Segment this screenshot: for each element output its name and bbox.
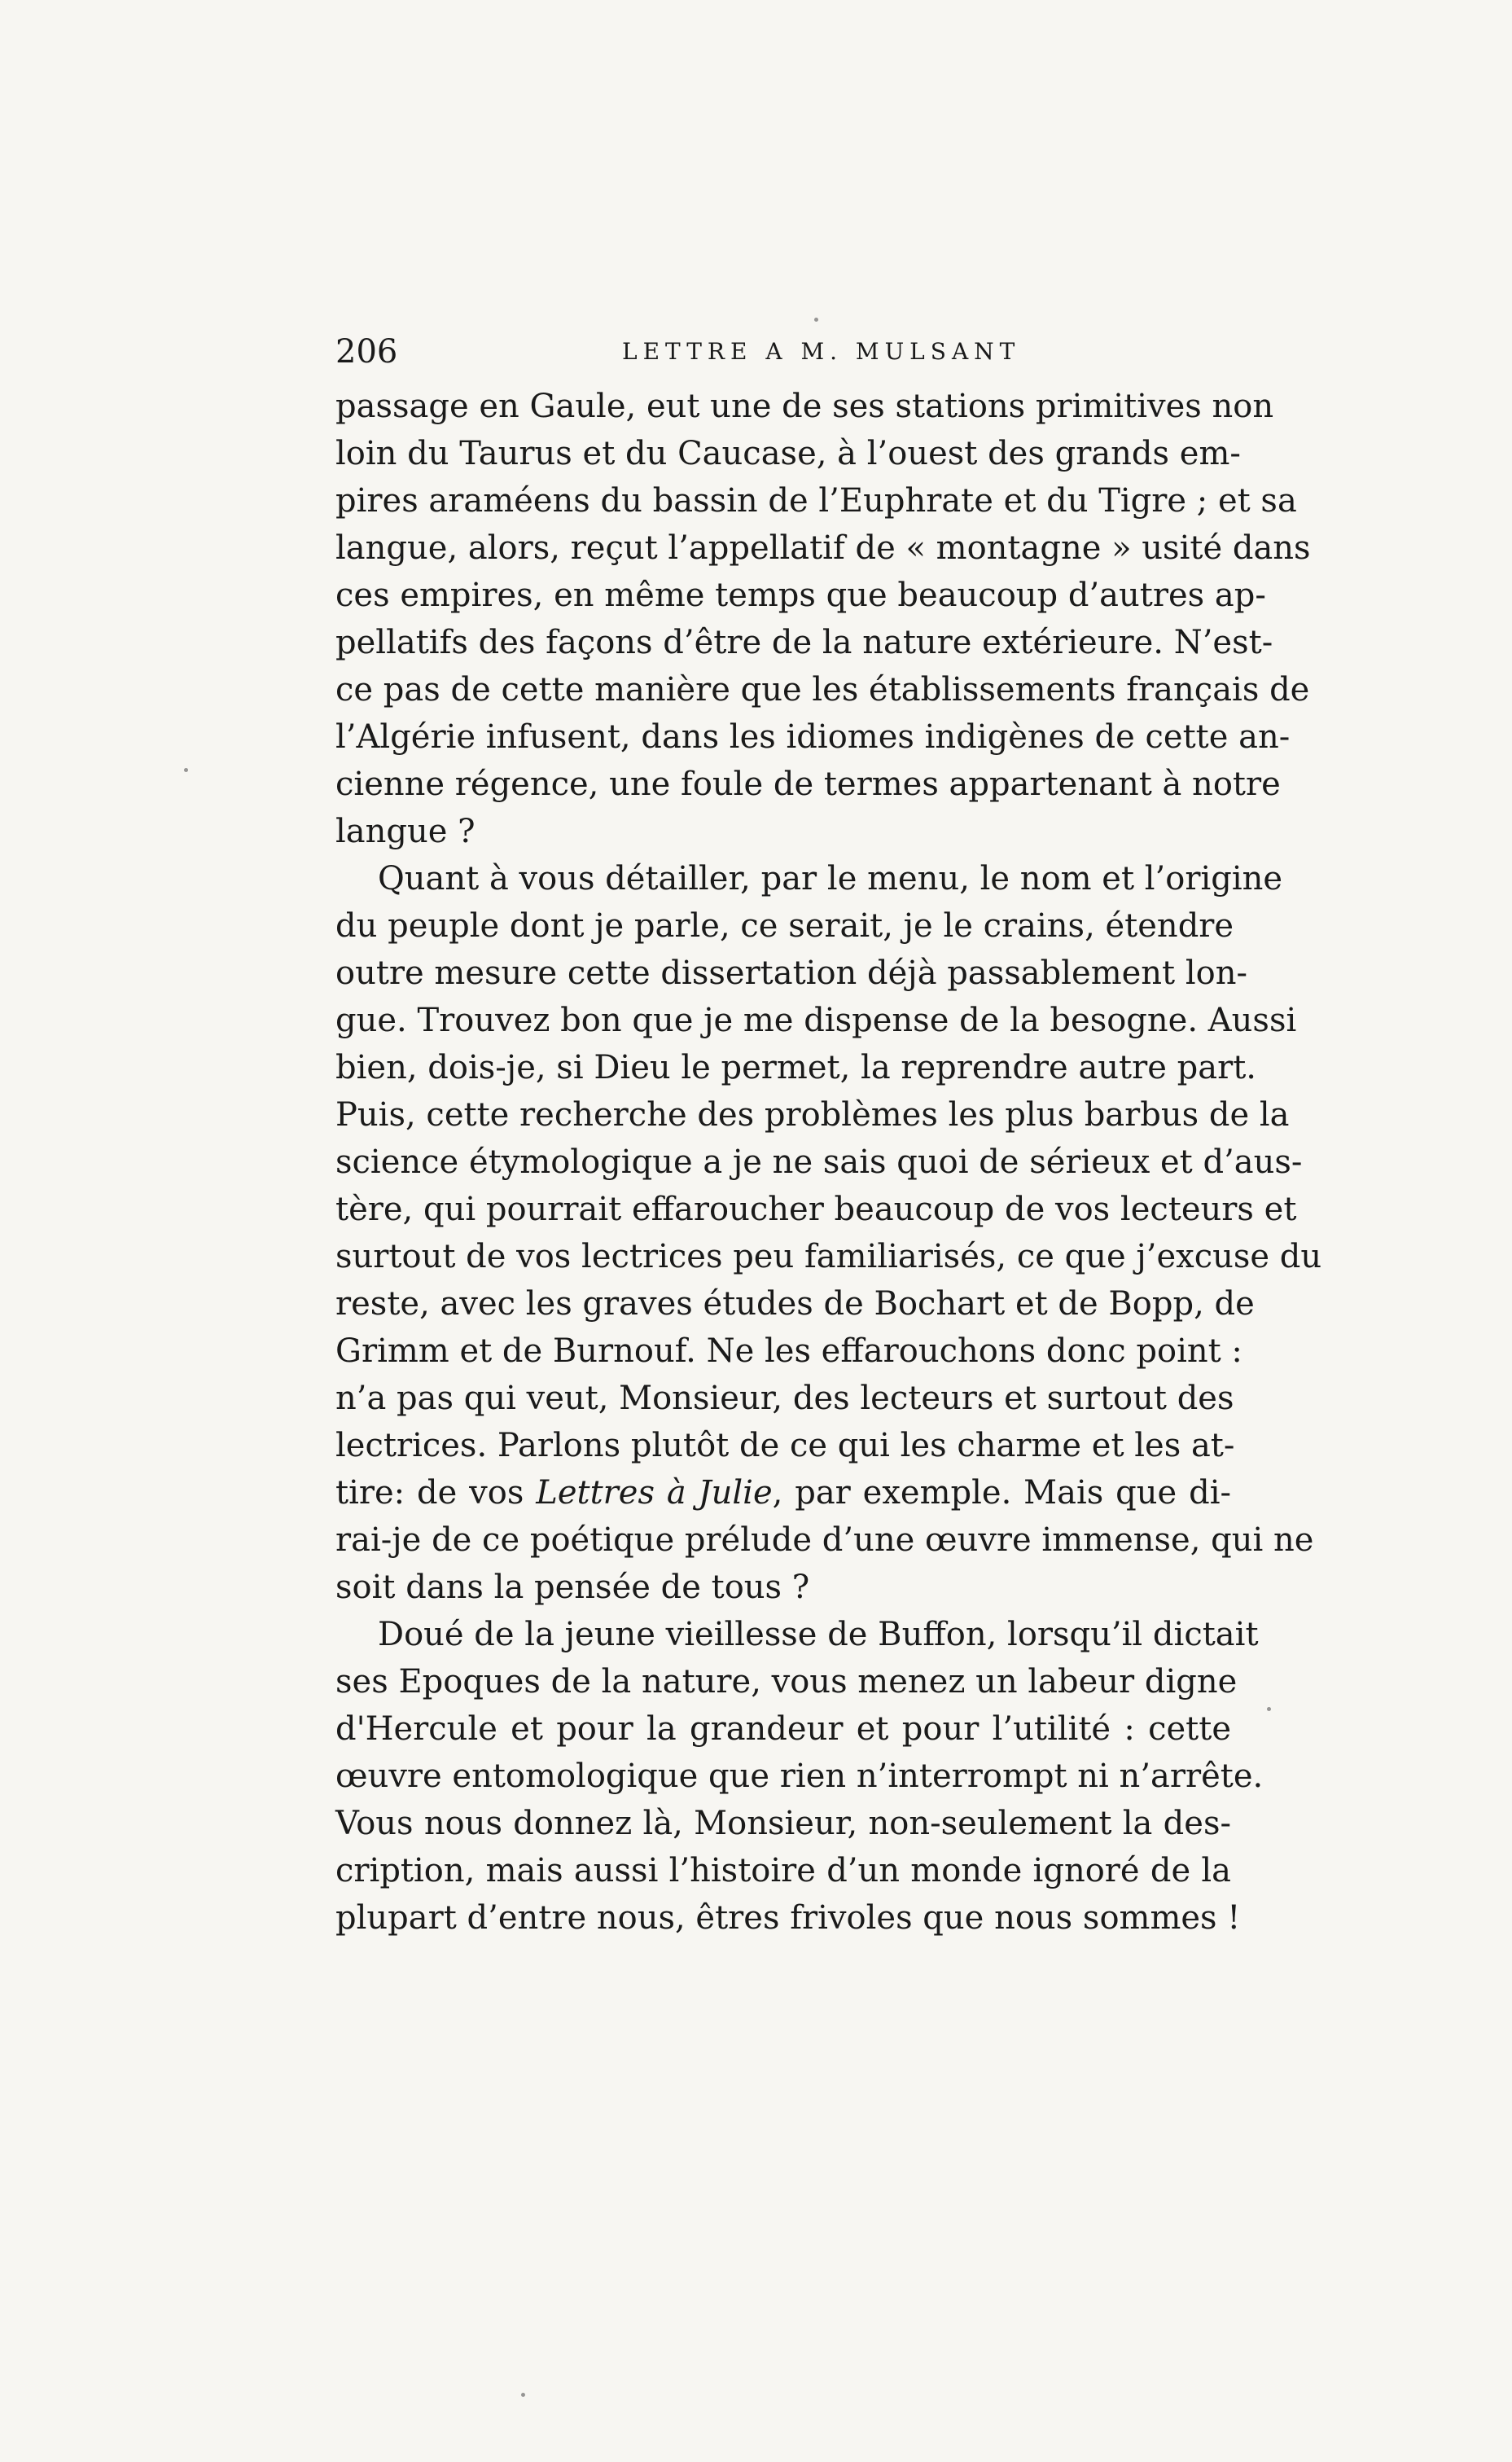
text-line: passage en Gaule, eut une de ses stations primitives non [335,388,1274,425]
text-line: ses Epoques de la nature, vous menez un labeur digne [335,1663,1238,1701]
text-line: l’Algérie infusent, dans les idiomes indigènes de cette an- [335,718,1291,756]
paper-speck [184,768,188,772]
text-line: Grimm et de Burnouf. Ne les effarouchons donc point : [335,1332,1242,1370]
page-number: 206 [335,333,398,371]
text-line: Vous nous donnez là, Monsieur, non-seulement la des- [335,1805,1231,1842]
text-line: tère, qui pourrait effaroucher beaucoup de vos lecteurs et [335,1191,1297,1228]
paper-speck [814,318,818,322]
text-line: science étymologique a je ne sais quoi de sérieux et d’aus- [335,1143,1303,1181]
body-text [335,383,1322,1942]
text-line: surtout de vos lectrices peu familiarisés, ce que j’excuse du [335,1238,1322,1275]
text-line: plupart d’entre nous, êtres frivoles que nous sommes ! [335,1899,1241,1937]
text-line: rai-je de ce poétique prélude d’une œuvre immense, qui ne [335,1521,1314,1559]
text-line: pires araméens du bassin de l’Euphrate et du Tigre ; et sa [335,482,1297,520]
book-title: Lettres à Julie [536,1474,773,1512]
paper-speck [1267,1707,1271,1711]
text-line: pellatifs des façons d’être de la nature extérieure. N’est- [335,624,1273,661]
text-fragment: , par exemple. Mais que di- [772,1474,1232,1512]
text-line: d'Hercule et pour la grandeur et pour l’utilité : cette [335,1710,1231,1748]
page-header [335,329,1231,375]
text-line: bien, dois-je, si Dieu le permet, la reprendre autre part. [335,1049,1256,1086]
text-line: lectrices. Parlons plutôt de ce qui les charme et les at- [335,1427,1235,1464]
text-line: n’a pas qui veut, Monsieur, des lecteurs et surtout des [335,1380,1234,1417]
running-head: LETTRE A M. MULSANT [622,338,1021,365]
text-line: Doué de la jeune vieillesse de Buffon, lorsqu’il dictait [378,1616,1259,1653]
text-line-with-title [335,1469,1231,1516]
text-line: ces empires, en même temps que beaucoup d’autres ap- [335,577,1266,614]
text-line: langue, alors, reçut l’appellatif de « montagne » usité dans [335,529,1311,567]
text-line: Puis, cette recherche des problèmes les plus barbus de la [335,1096,1290,1134]
paper-speck [521,2393,525,2397]
text-line: ce pas de cette manière que les établissements français de [335,671,1310,709]
text-line: œuvre entomologique que rien n’interrompt ni n’arrête. [335,1758,1264,1795]
text-line: langue ? [335,813,476,850]
text-line: loin du Taurus et du Caucase, à l’ouest des grands em- [335,435,1241,472]
text-line: cienne régence, une foule de termes appartenant à notre [335,766,1281,803]
text-line: gue. Trouvez bon que je me dispense de la besogne. Aussi [335,1002,1297,1039]
text-line: cription, mais aussi l’histoire d’un monde ignoré de la [335,1852,1231,1889]
text-line: du peuple dont je parle, ce serait, je le crains, étendre [335,907,1234,945]
text-fragment: tire: de vos [335,1474,537,1512]
text-line: soit dans la pensée de tous ? [335,1569,810,1606]
text-line: outre mesure cette dissertation déjà passablement lon- [335,955,1247,992]
text-line: Quant à vous détailler, par le menu, le nom et l’origine [378,860,1283,897]
text-line: reste, avec les graves études de Bochart et de Bopp, de [335,1285,1255,1323]
